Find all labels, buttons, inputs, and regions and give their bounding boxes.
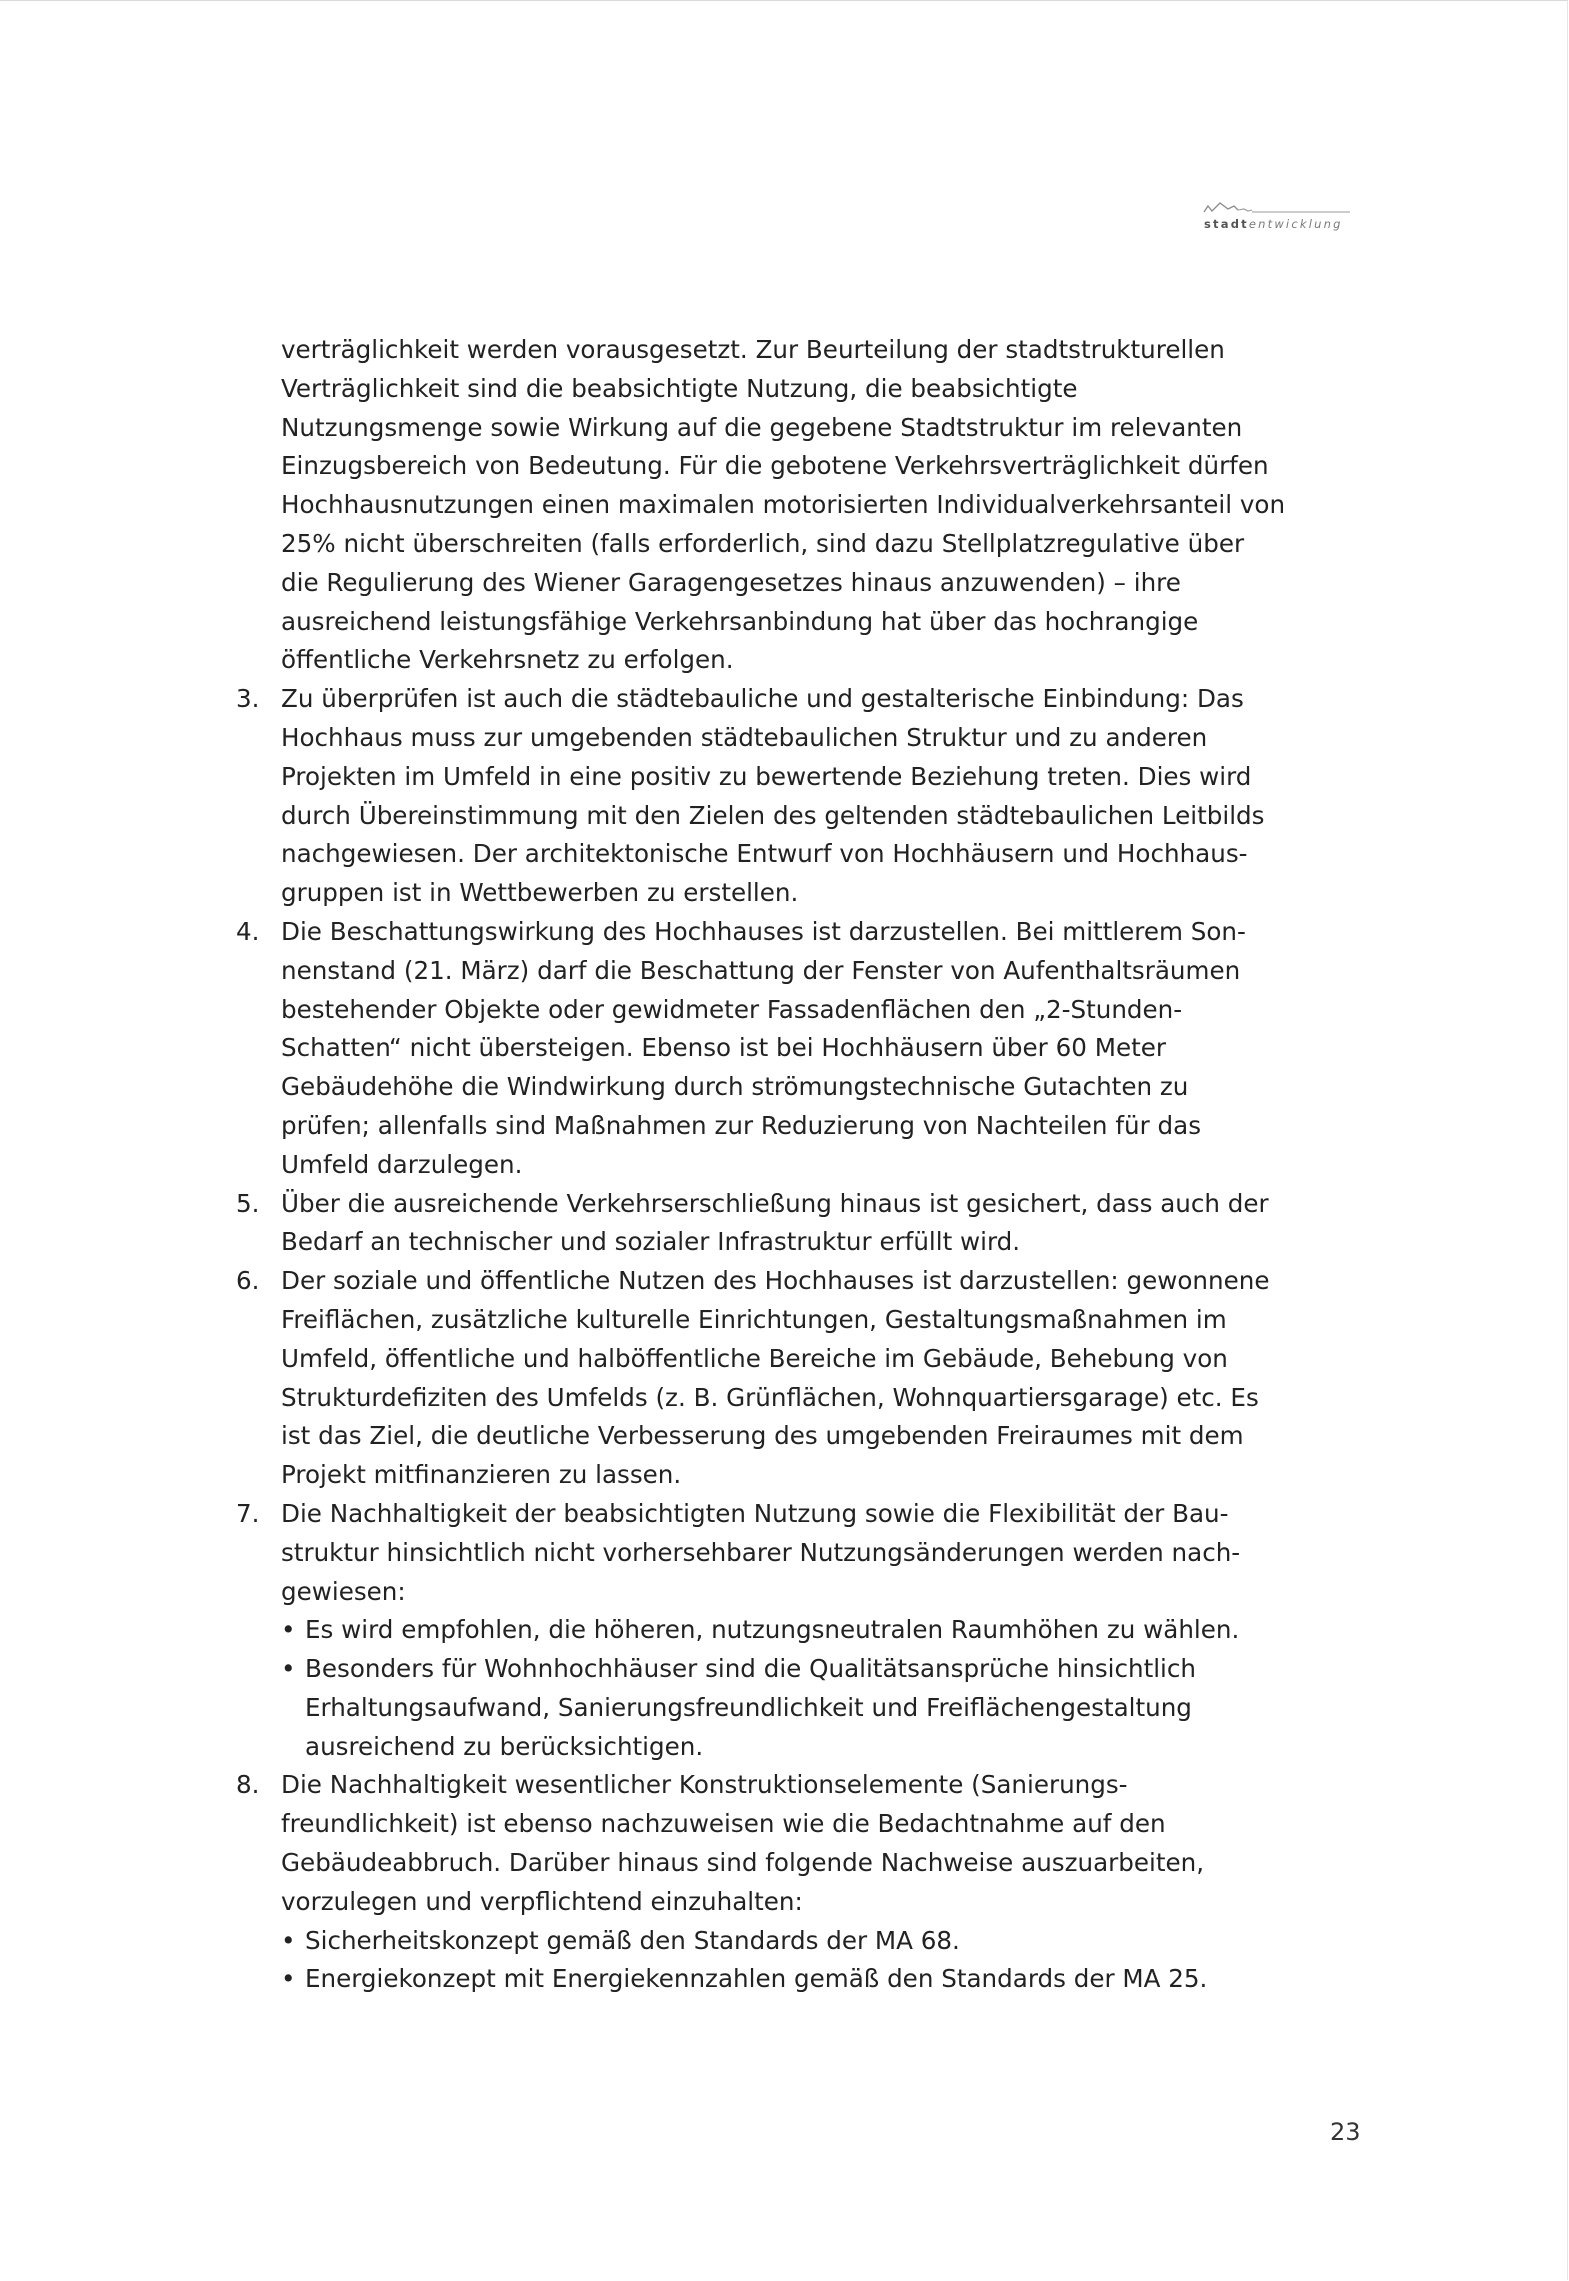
line-text: Freiflächen, zusätzliche kulturelle Einrichtungen, Gestaltungsmaßnahmen im bbox=[281, 1304, 1227, 1334]
paragraph-line bbox=[281, 525, 1331, 564]
line-text: Nutzungsmenge sowie Wirkung auf die gegebene Stadtstruktur im relevanten bbox=[281, 412, 1243, 442]
line-text: Über die ausreichende Verkehrserschließung hinaus ist gesichert, dass auch der bbox=[281, 1188, 1269, 1218]
paragraph-line bbox=[281, 1534, 1331, 1573]
line-text: Hochhaus muss zur umgebenden städtebaulichen Struktur und zu anderen bbox=[281, 722, 1208, 752]
line-text: Schatten“ nicht übersteigen. Ebenso ist bei Hochhäusern über 60 Meter bbox=[281, 1033, 1166, 1063]
list-item-number: 3. bbox=[236, 684, 260, 714]
skyline-logo-icon bbox=[1200, 190, 1360, 218]
line-text: die Regulierung des Wiener Garagengesetzes hinaus anzuwenden) – ihre bbox=[281, 567, 1181, 597]
line-text: Umfeld, öffentliche und halböffentliche Bereiche im Gebäude, Behebung von bbox=[281, 1343, 1228, 1373]
bullet-icon: • bbox=[281, 1654, 296, 1684]
paragraph-line bbox=[281, 564, 1331, 603]
bullet-line bbox=[281, 1960, 1331, 1999]
list-item bbox=[236, 680, 1331, 913]
line-text: gewiesen: bbox=[281, 1576, 406, 1606]
line-text: Einzugsbereich von Bedeutung. Für die gebotene Verkehrsverträglichkeit dürfen bbox=[281, 451, 1269, 481]
line-text: Sicherheitskonzept gemäß den Standards der MA 68. bbox=[305, 1925, 960, 1955]
list-item-number: 8. bbox=[236, 1770, 260, 1800]
paragraph-line bbox=[281, 1029, 1331, 1068]
line-text: Die Nachhaltigkeit wesentlicher Konstruktionselemente (Sanierungs- bbox=[281, 1770, 1128, 1800]
list-item bbox=[236, 1262, 1331, 1495]
line-text: Gebäudeabbruch. Darüber hinaus sind folgende Nachweise auszuarbeiten, bbox=[281, 1848, 1205, 1878]
bullet-line bbox=[281, 1650, 1331, 1689]
paragraph-line bbox=[281, 1456, 1331, 1495]
list-item-number: 4. bbox=[236, 916, 260, 946]
paragraph-line bbox=[281, 603, 1331, 642]
list-item bbox=[236, 913, 1331, 1185]
paragraph-line bbox=[281, 1844, 1331, 1883]
list-item-number: 7. bbox=[236, 1498, 260, 1528]
line-text: vorzulegen und verpflichtend einzuhalten: bbox=[281, 1886, 803, 1916]
paragraph-line bbox=[236, 1495, 1331, 1534]
paragraph-line bbox=[281, 1068, 1331, 1107]
line-text: ausreichend leistungsfähige Verkehrsanbindung hat über das hochrangige bbox=[281, 606, 1199, 636]
paragraph-line bbox=[281, 1301, 1331, 1340]
line-text: freundlichkeit) ist ebenso nachzuweisen wie die Bedachtnahme auf den bbox=[281, 1809, 1166, 1839]
paragraph-line bbox=[281, 486, 1331, 525]
line-text: Erhaltungsaufwand, Sanierungsfreundlichkeit und Freiflächengestaltung bbox=[305, 1692, 1192, 1722]
paragraph-line bbox=[281, 1107, 1331, 1146]
intro-paragraph bbox=[281, 331, 1331, 680]
line-text: Projekten im Umfeld in eine positiv zu bewertende Beziehung treten. Dies wird bbox=[281, 761, 1252, 791]
paragraph-line bbox=[281, 797, 1331, 836]
line-text: struktur hinsichtlich nicht vorhersehbarer Nutzungsänderungen werden nach- bbox=[281, 1537, 1241, 1567]
logo-wordmark bbox=[1204, 217, 1343, 231]
paragraph-line bbox=[236, 1185, 1331, 1224]
line-text: verträglichkeit werden vorausgesetzt. Zur Beurteilung der stadtstrukturellen bbox=[281, 335, 1225, 364]
line-text: Hochhausnutzungen einen maximalen motorisierten Individualverkehrsanteil von bbox=[281, 490, 1286, 520]
list-item-number: 6. bbox=[236, 1266, 260, 1296]
line-text: Verträglichkeit sind die beabsichtigte Nutzung, die beabsichtigte bbox=[281, 373, 1078, 403]
paragraph-line bbox=[236, 913, 1331, 952]
bullet-line bbox=[281, 1689, 1331, 1728]
line-text: Zu überprüfen ist auch die städtebauliche und gestalterische Einbindung: Das bbox=[281, 684, 1244, 714]
paragraph-line bbox=[281, 952, 1331, 991]
paragraph-line bbox=[281, 719, 1331, 758]
line-text: Besonders für Wohnhochhäuser sind die Qualitätsansprüche hinsichtlich bbox=[305, 1654, 1196, 1684]
line-text: 25% nicht überschreiten (falls erforderlich, sind dazu Stellplatzregulative über bbox=[281, 528, 1245, 558]
logo-wordmark-italic: entwicklung bbox=[1248, 217, 1343, 231]
line-text: öffentliche Verkehrsnetz zu erfolgen. bbox=[281, 645, 734, 675]
line-text: Es wird empfohlen, die höheren, nutzungsneutralen Raumhöhen zu wählen. bbox=[305, 1615, 1240, 1645]
line-text: durch Übereinstimmung mit den Zielen des geltenden städtebaulichen Leitbilds bbox=[281, 800, 1265, 830]
line-text: Die Beschattungswirkung des Hochhauses ist darzustellen. Bei mittlerem Son- bbox=[281, 916, 1246, 946]
bullet-icon: • bbox=[281, 1964, 296, 1994]
paragraph-line bbox=[281, 1223, 1331, 1262]
paragraph-line bbox=[281, 1340, 1331, 1379]
line-text: Bedarf an technischer und sozialer Infrastruktur erfüllt wird. bbox=[281, 1227, 1021, 1257]
paragraph-line bbox=[281, 758, 1331, 797]
line-text: gruppen ist in Wettbewerben zu erstellen. bbox=[281, 878, 799, 908]
line-text: Strukturdefiziten des Umfelds (z. B. Grünflächen, Wohnquartiersgarage) etc. Es bbox=[281, 1382, 1259, 1412]
paragraph-line bbox=[236, 680, 1331, 719]
paragraph-line bbox=[281, 370, 1331, 409]
list-item-number: 5. bbox=[236, 1188, 260, 1218]
line-text: ausreichend zu berücksichtigen. bbox=[305, 1731, 704, 1761]
paragraph-line bbox=[281, 1379, 1331, 1418]
line-text: Projekt mitfinanzieren zu lassen. bbox=[281, 1460, 682, 1490]
paragraph-line bbox=[281, 331, 1331, 370]
paragraph-line bbox=[281, 1883, 1331, 1922]
bullet-line bbox=[281, 1728, 1331, 1767]
paragraph-line bbox=[281, 641, 1331, 680]
paragraph-line bbox=[281, 1573, 1331, 1612]
line-text: bestehender Objekte oder gewidmeter Fassadenflächen den „2-Stunden- bbox=[281, 994, 1183, 1024]
line-text: Gebäudehöhe die Windwirkung durch strömungstechnische Gutachten zu bbox=[281, 1072, 1189, 1102]
document-body bbox=[236, 331, 1331, 1999]
bullet-line bbox=[281, 1922, 1331, 1961]
paragraph-line bbox=[236, 1766, 1331, 1805]
line-text: nachgewiesen. Der architektonische Entwurf von Hochhäusern und Hochhaus- bbox=[281, 839, 1248, 869]
line-text: Energiekonzept mit Energiekennzahlen gemäß den Standards der MA 25. bbox=[305, 1964, 1208, 1994]
paragraph-line bbox=[281, 1417, 1331, 1456]
line-text: nenstand (21. März) darf die Beschattung der Fenster von Aufenthaltsräumen bbox=[281, 955, 1241, 985]
line-text: Die Nachhaltigkeit der beabsichtigten Nutzung sowie die Flexibilität der Bau- bbox=[281, 1498, 1229, 1528]
paragraph-line bbox=[281, 835, 1331, 874]
list-item bbox=[236, 1766, 1331, 1999]
stadtentwicklung-logo bbox=[1200, 190, 1360, 238]
line-text: ist das Ziel, die deutliche Verbesserung des umgebenden Freiraumes mit dem bbox=[281, 1421, 1244, 1451]
paragraph-line bbox=[281, 447, 1331, 486]
paragraph-line bbox=[281, 1146, 1331, 1185]
list-item bbox=[236, 1185, 1331, 1263]
page-number: 23 bbox=[1330, 2118, 1361, 2146]
bullet-line bbox=[281, 1611, 1331, 1650]
line-text: Umfeld darzulegen. bbox=[281, 1149, 523, 1179]
bullet-icon: • bbox=[281, 1925, 296, 1955]
paragraph-line bbox=[281, 874, 1331, 913]
paragraph-line bbox=[281, 409, 1331, 448]
paragraph-line bbox=[281, 991, 1331, 1030]
line-text: prüfen; allenfalls sind Maßnahmen zur Reduzierung von Nachteilen für das bbox=[281, 1110, 1202, 1140]
logo-wordmark-bold: stadt bbox=[1204, 217, 1249, 231]
list-item bbox=[236, 1495, 1331, 1767]
paragraph-line bbox=[236, 1262, 1331, 1301]
line-text: Der soziale und öffentliche Nutzen des Hochhauses ist darzustellen: gewonnene bbox=[281, 1266, 1270, 1296]
paragraph-line bbox=[281, 1805, 1331, 1844]
bullet-icon: • bbox=[281, 1615, 296, 1645]
